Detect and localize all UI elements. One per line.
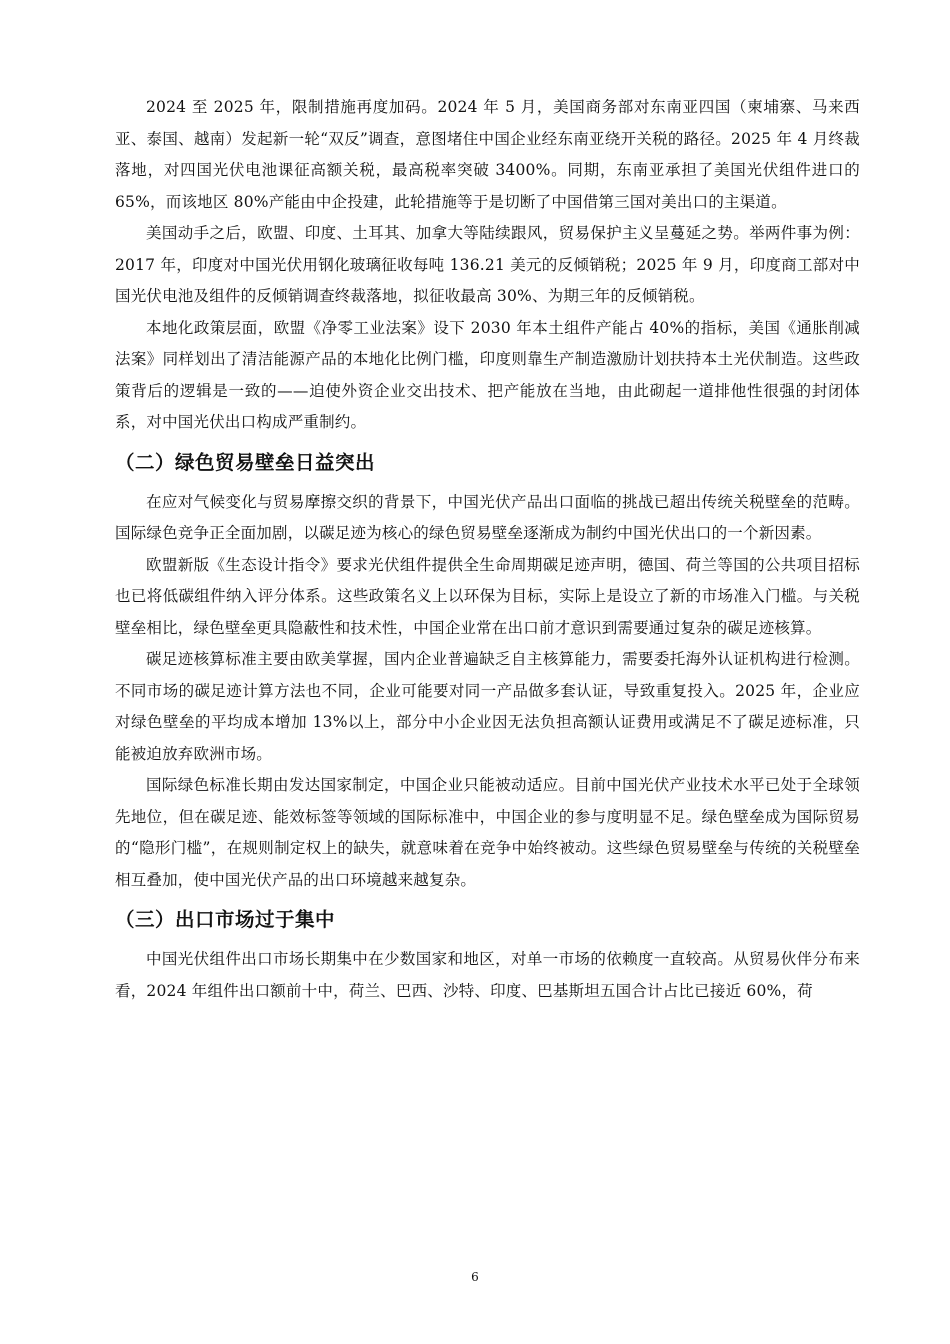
- page-content: [115, 92, 860, 1007]
- body-paragraph: 碳足迹核算标准主要由欧美掌握，国内企业普遍缺乏自主核算能力，需要委托海外认证机构进行检测。不同市场的碳足迹计算方法也不同，企业可能要对同一产品做多套认证，导致重复投入。2025 年，企业应对绿色壁垒的平均成本增加 13%以上，部分中小企业因无法负担高额认证费用或满足不了碳足迹标准，只能被迫放弃欧洲市场。: [115, 650, 860, 763]
- body-paragraph: 美国动手之后，欧盟、印度、土耳其、加拿大等陆续跟风，贸易保护主义呈蔓延之势。举两件事为例：2017 年，印度对中国光伏用钢化玻璃征收每吨 136.21 美元的反倾销税；2025 年 9 月，印度商工部对中国光伏电池及组件的反倾销调查终裁落地，拟征收最高 30%、为期三年的反倾销税。: [115, 224, 860, 305]
- body-paragraph: 在应对气候变化与贸易摩擦交织的背景下，中国光伏产品出口面临的挑战已超出传统关税壁垒的范畴。国际绿色竞争正全面加剧，以碳足迹为核心的绿色贸易壁垒逐渐成为制约中国光伏出口的一个新因素。: [115, 492, 860, 542]
- section-heading: （二）绿色贸易壁垒日益突出: [115, 450, 376, 474]
- body-paragraph: 2024 至 2025 年，限制措施再度加码。2024 年 5 月，美国商务部对东南亚四国（柬埔寨、马来西亚、泰国、越南）发起新一轮“双反”调查，意图堵住中国企业经东南亚绕开关税的路径。2025 年 4 月终裁落地，对四国光伏电池课征高额关税，最高税率突破 3400%。同期，东南亚承担了美国光伏组件进口的 65%，而该地区 80%产能由中企投建，此轮措施等于是切断了中国借第三国对美出口的主渠道。: [115, 98, 860, 211]
- page-number: 6: [471, 1270, 479, 1284]
- body-paragraph: 中国光伏组件出口市场长期集中在少数国家和地区，对单一市场的依赖度一直较高。从贸易伙伴分布来看，2024 年组件出口额前十中，荷兰、巴西、沙特、印度、巴基斯坦五国合计占比已接近 60%，荷: [115, 950, 860, 1000]
- body-paragraph: 本地化政策层面，欧盟《净零工业法案》设下 2030 年本土组件产能占 40%的指标，美国《通胀削减法案》同样划出了清洁能源产品的本地化比例门槛，印度则靠生产制造激励计划扶持本土光伏制造。这些政策背后的逻辑是一致的——迫使外资企业交出技术、把产能放在当地，由此砌起一道排他性很强的封闭体系，对中国光伏出口构成严重制约。: [115, 318, 860, 431]
- body-paragraph: 欧盟新版《生态设计指令》要求光伏组件提供全生命周期碳足迹声明，德国、荷兰等国的公共项目招标也已将低碳组件纳入评分体系。这些政策名义上以环保为目标，实际上是设立了新的市场准入门槛。与关税壁垒相比，绿色壁垒更具隐蔽性和技术性，中国企业常在出口前才意识到需要通过复杂的碳足迹核算。: [115, 555, 860, 637]
- section-heading: （三）出口市场过于集中: [115, 908, 336, 931]
- body-paragraph: 国际绿色标准长期由发达国家制定，中国企业只能被动适应。目前中国光伏产业技术水平已处于全球领先地位，但在碳足迹、能效标签等领域的国际标准中，中国企业的参与度明显不足。绿色壁垒成为国际贸易的“隐形门槛”，在规则制定权上的缺失，就意味着在竞争中始终被动。这些绿色贸易壁垒与传统的关税壁垒相互叠加，使中国光伏产品的出口环境越来越复杂。: [115, 776, 860, 889]
